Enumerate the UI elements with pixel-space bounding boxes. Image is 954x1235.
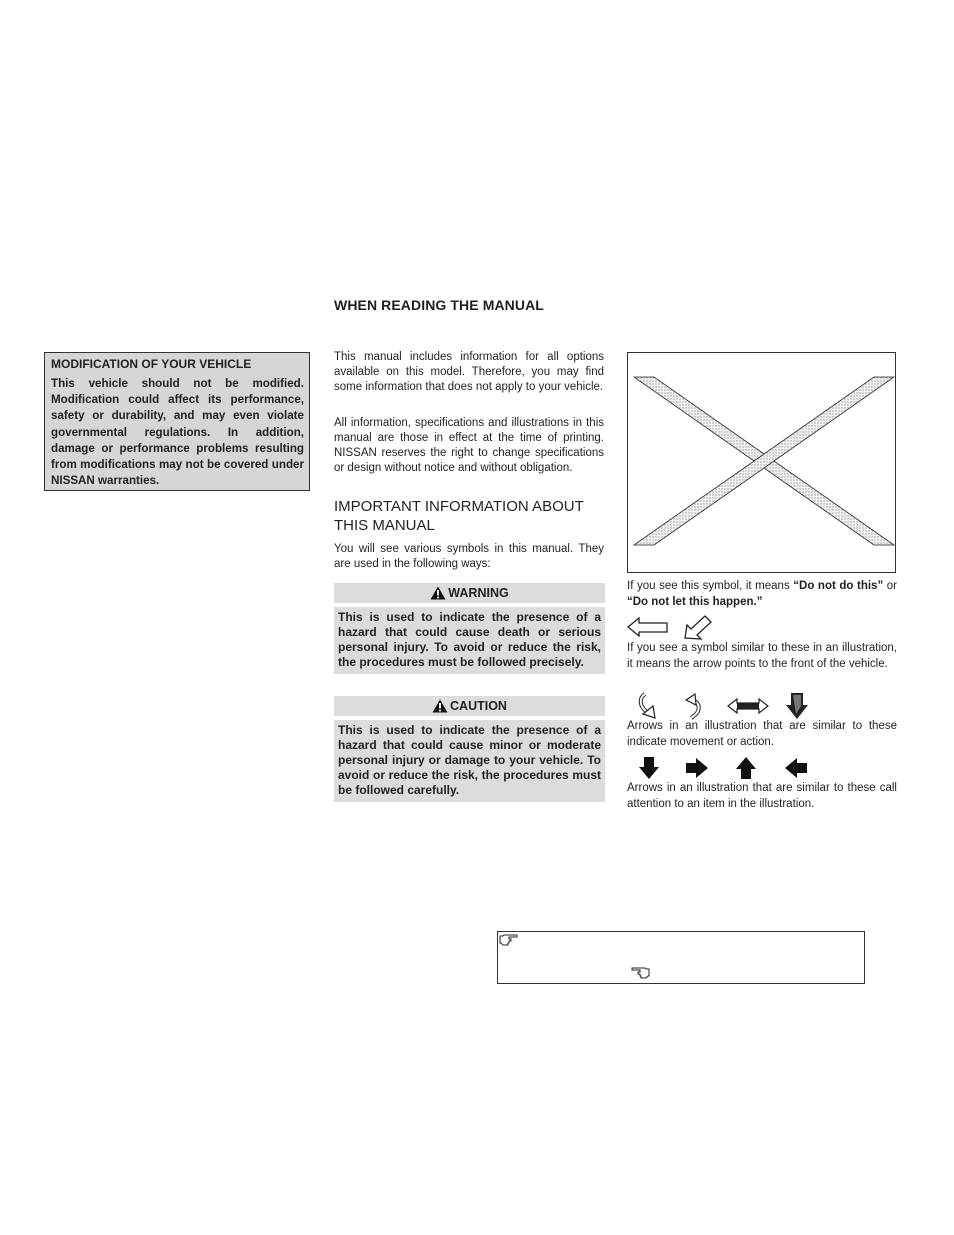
solid-arrow-up-icon [735,756,757,780]
caution-triangle-icon [432,699,448,713]
curved-arrow-down-icon [637,692,661,720]
warning-label: WARNING [448,586,509,600]
solid-arrow-left-icon [784,757,808,779]
important-info-text: You will see various symbols in this manual. They are used in the following ways: [334,543,604,570]
x-text-bold1: “Do not do this” [793,580,884,592]
section-heading: WHEN READING THE MANUAL [334,297,544,313]
movement-arrow-text: Arrows in an illustration that are similar to these indicate movement or action. [627,720,897,748]
caution-text: This is used to indicate the presence of a hazard that could cause minor or moderate personal injury or damage to your vehicle. To avoid or reduce the risk, the procedures must be followed carefully. [334,720,605,802]
caution-header [334,696,605,716]
modification-text: This vehicle should not be modified. Modification could affect its performance, safety or durability, and may even violate governmental regulations. In addition, damage or performance problems resulting from modifications may not be covered under NISSAN warranties. [51,377,304,488]
attention-arrow-text: Arrows in an illustration that are similar to these call attention to an item in the illustration. [627,782,897,810]
warning-triangle-icon [430,586,446,600]
warning-text: This is used to indicate the presence of a hazard that could cause death or serious personal injury. To avoid or reduce the risk, the procedures must be followed precisely. [334,607,605,674]
bold-arrow-down-icon [785,692,809,720]
x-symbol-text [627,579,897,610]
pointing-hand-right-icon [499,934,519,946]
intro-paragraph-2: All information, specifications and illustrations in this manual are those in effect at the time of printing. NISSAN reserves the right to change specifications or design without notice and without obligation. [334,417,604,474]
important-info-heading: IMPORTANT INFORMATION ABOUT THIS MANUAL [334,498,584,534]
modification-note-box [44,352,310,491]
solid-arrow-right-icon [685,757,709,779]
x-text-bold2: “Do not let this happen.” [627,595,763,608]
caution-label: CAUTION [450,699,507,713]
front-arrow-left-icon [627,616,669,638]
do-not-x-icon [628,353,895,572]
reference-box [497,931,865,984]
modification-title: MODIFICATION OF YOUR VEHICLE [51,357,252,371]
pointing-hand-left-icon [630,967,650,979]
double-arrow-icon [727,697,769,715]
front-arrow-diagonal-icon [683,614,713,640]
front-arrow-text: If you see a symbol similar to these in an illustration, it means the arrow points to the front of the vehicle. [627,642,897,670]
curved-arrow-up-icon [683,692,705,720]
intro-paragraph-1: This manual includes information for all options available on this model. Therefore, you may find some information that does not apply to your vehicle. [334,351,604,393]
solid-arrow-down-icon [638,756,660,780]
x-text-mid: or [883,580,898,592]
warning-header [334,583,605,603]
x-text-prefix: If you see this symbol, it means [627,580,794,592]
do-not-x-illustration [627,352,896,573]
